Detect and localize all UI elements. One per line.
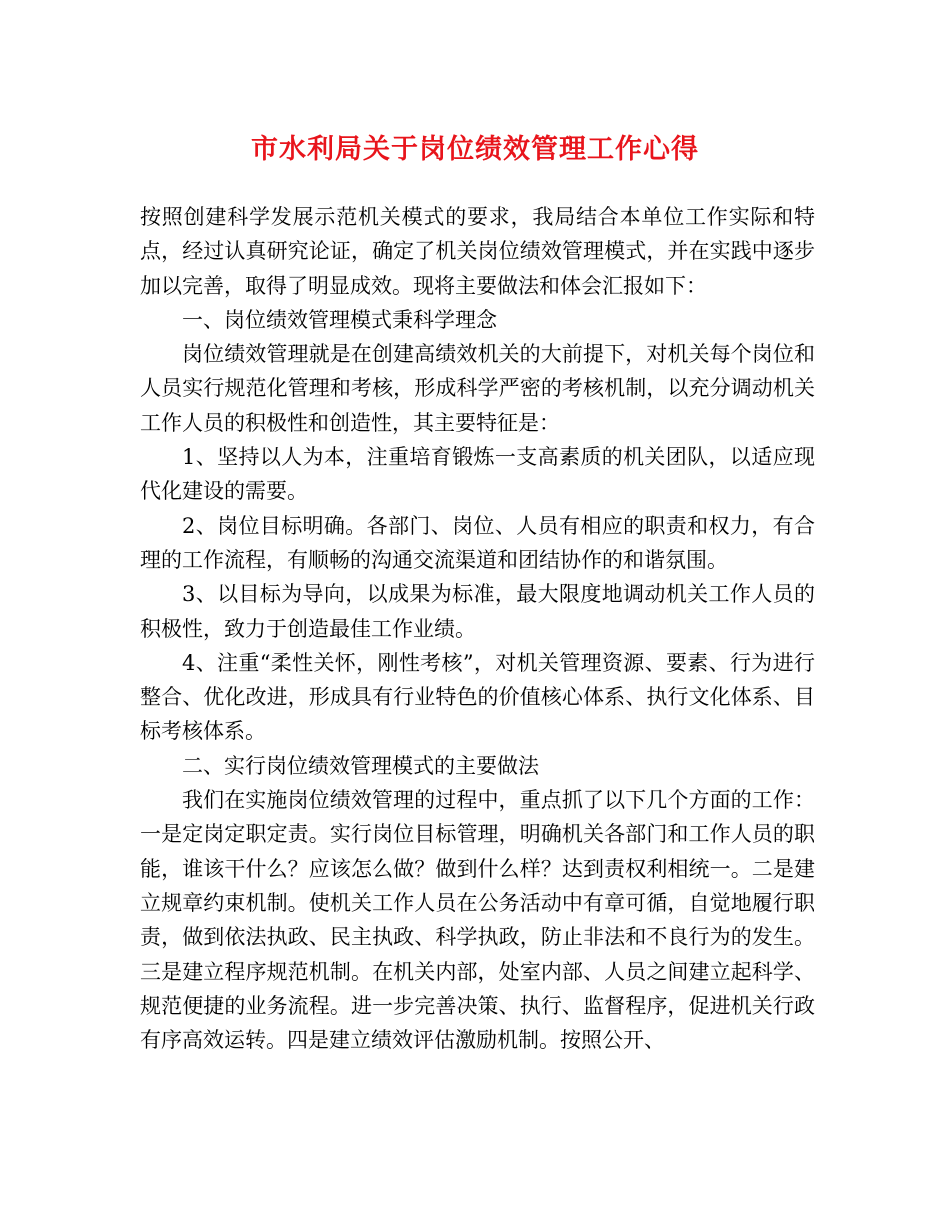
section-heading-1: 一、岗位绩效管理模式秉科学理念 (182, 307, 497, 332)
section-heading-2: 二、实行岗位绩效管理模式的主要做法 (182, 753, 539, 778)
document-title: 市水利局关于岗位绩效管理工作心得 (251, 134, 699, 165)
paragraph: 我们在实施岗位绩效管理的过程中，重点抓了以下几个方面的工作：一是定岗定职定责。实行岗位目标管理，明确机关各部门和工作人员的职能，谁该干什么？应该怎么做？做到什么样？达到责权利相统一。二是建立规章约束机制。使机关工作人员在公务活动中有章可循，自觉地履行职责，做到依法执政、民主执政、科学执政，防止非法和不良行为的发生。三是建立程序规范机制。在机关内部，处室内部、人员之间建立起科学、规范便捷的业务流程。进一步完善决策、执行、监督程序，促进机关行政有序高效运转。四是建立绩效评估激励机制。按照公开、 (140, 788, 815, 1053)
list-item: 1、坚持以人为本，注重培育锻炼一支高素质的机关团队，以适应现代化建设的需要。 (140, 445, 815, 504)
paragraph-intro: 按照创建科学发展示范机关模式的要求，我局结合本单位工作实际和特点，经过认真研究论证，确定了机关岗位绩效管理模式，并在实践中逐步加以完善，取得了明显成效。现将主要做法和体会汇报如下： (140, 205, 815, 298)
paragraph: 岗位绩效管理就是在创建高绩效机关的大前提下，对机关每个岗位和人员实行规范化管理和考核，形成科学严密的考核机制，以充分调动机关工作人员的积极性和创造性，其主要特征是： (140, 342, 815, 435)
document-body (140, 200, 815, 1057)
list-item: 3、以目标为导向，以成果为标准，最大限度地调动机关工作人员的积极性，致力于创造最佳工作业绩。 (140, 582, 815, 641)
list-item: 4、注重“柔性关怀，刚性考核”，对机关管理资源、要素、行为进行整合、优化改进，形成具有行业特色的价值核心体系、执行文化体系、目标考核体系。 (140, 650, 815, 744)
list-item: 2、岗位目标明确。各部门、岗位、人员有相应的职责和权力，有合理的工作流程，有顺畅的沟通交流渠道和团结协作的和谐氛围。 (140, 513, 815, 572)
